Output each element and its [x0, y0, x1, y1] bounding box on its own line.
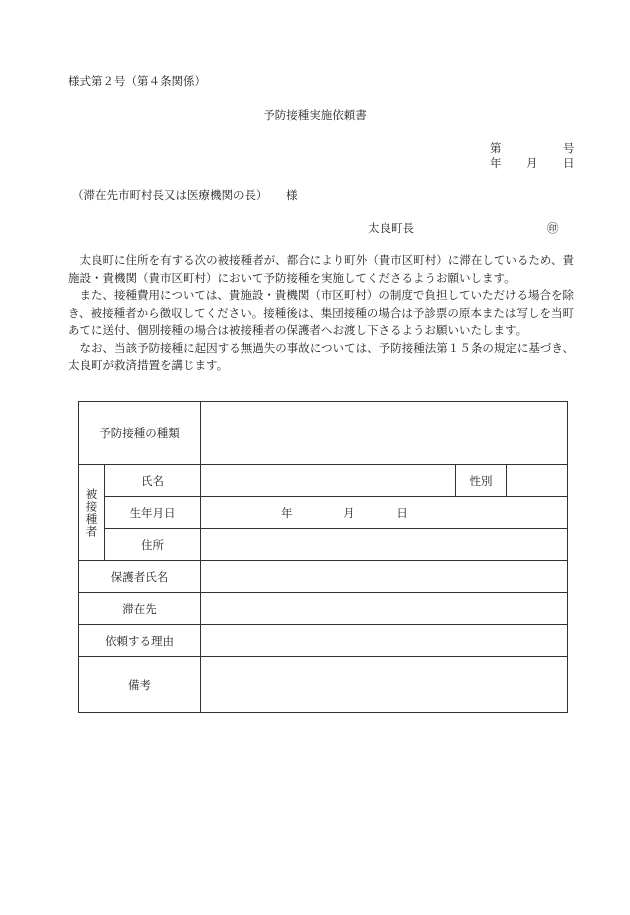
- birth-year-label: 年: [281, 505, 293, 520]
- stay-location-row: [79, 593, 568, 625]
- reason-field[interactable]: [201, 625, 568, 657]
- sex-field[interactable]: [507, 465, 568, 497]
- remarks-label: 備考: [79, 657, 201, 713]
- birthdate-row: [79, 497, 568, 529]
- document-title: 予防接種実施依頼書: [263, 108, 367, 122]
- body-paragraph-1: 太良町に住所を有する次の被接種者が、都合により町外（貴市区町村）に滞在しているため、貴施設・貴機関（貴市区町村）において予防接種を実施してくださるようお願いします。: [68, 253, 574, 285]
- birthdate-field[interactable]: [201, 497, 568, 529]
- birth-month-label: 月: [343, 505, 355, 520]
- address-row: [79, 529, 568, 561]
- address-field[interactable]: [201, 529, 568, 561]
- form-number: 様式第２号（第４条関係）: [68, 74, 206, 88]
- name-row: [79, 465, 568, 497]
- body-paragraph-2: また、接種費用については、貴施設・貴機関（市区町村）の制度で負担していただける場合を除き、被接種者から徴収してください。接種後は、集団接種の場合は予診票の原本または写しを当町あてに送付、個別接種の場合は被接種者の保護者へお渡し下さるようお願いいたします。: [68, 288, 574, 337]
- sex-label: 性別: [456, 465, 507, 497]
- seal-mark: ㊞: [547, 221, 559, 235]
- date-day: 日: [563, 156, 575, 170]
- body-text: [68, 252, 574, 375]
- recipient-group-cell: [79, 465, 105, 561]
- sender: 太良町長: [368, 221, 414, 235]
- vaccine-type-row: [79, 402, 568, 465]
- reason-row: [79, 625, 568, 657]
- guardian-row: [79, 561, 568, 593]
- guardian-name-field[interactable]: [201, 561, 568, 593]
- guardian-name-label: 保護者氏名: [79, 561, 201, 593]
- birthdate-label: 生年月日: [105, 497, 201, 529]
- date-year: 年: [490, 156, 502, 170]
- birth-day-label: 日: [396, 505, 408, 520]
- body-paragraph-3: なお、当該予防接種に起因する無過失の事故については、予防接種法第１５条の規定に基づき、太良町が救済措置を講じます。: [68, 340, 574, 372]
- remarks-field[interactable]: [201, 657, 568, 713]
- reason-label: 依頼する理由: [79, 625, 201, 657]
- date-month: 月: [526, 156, 538, 170]
- name-field[interactable]: [201, 465, 456, 497]
- doc-number-label: 第: [490, 141, 502, 155]
- stay-location-field[interactable]: [201, 593, 568, 625]
- name-label: 氏名: [105, 465, 201, 497]
- address-label: 住所: [105, 529, 201, 561]
- vaccine-type-field[interactable]: [201, 402, 568, 465]
- addressee-honorific: 様: [286, 188, 298, 202]
- vaccine-type-label: 予防接種の種類: [79, 402, 201, 465]
- doc-number-suffix: 号: [563, 141, 575, 155]
- request-form-table: [78, 401, 568, 713]
- recipient-group-label: 被接種者: [84, 487, 99, 538]
- addressee: （滞在先市町村長又は医療機関の長）: [72, 188, 268, 202]
- stay-location-label: 滞在先: [79, 593, 201, 625]
- remarks-row: [79, 657, 568, 713]
